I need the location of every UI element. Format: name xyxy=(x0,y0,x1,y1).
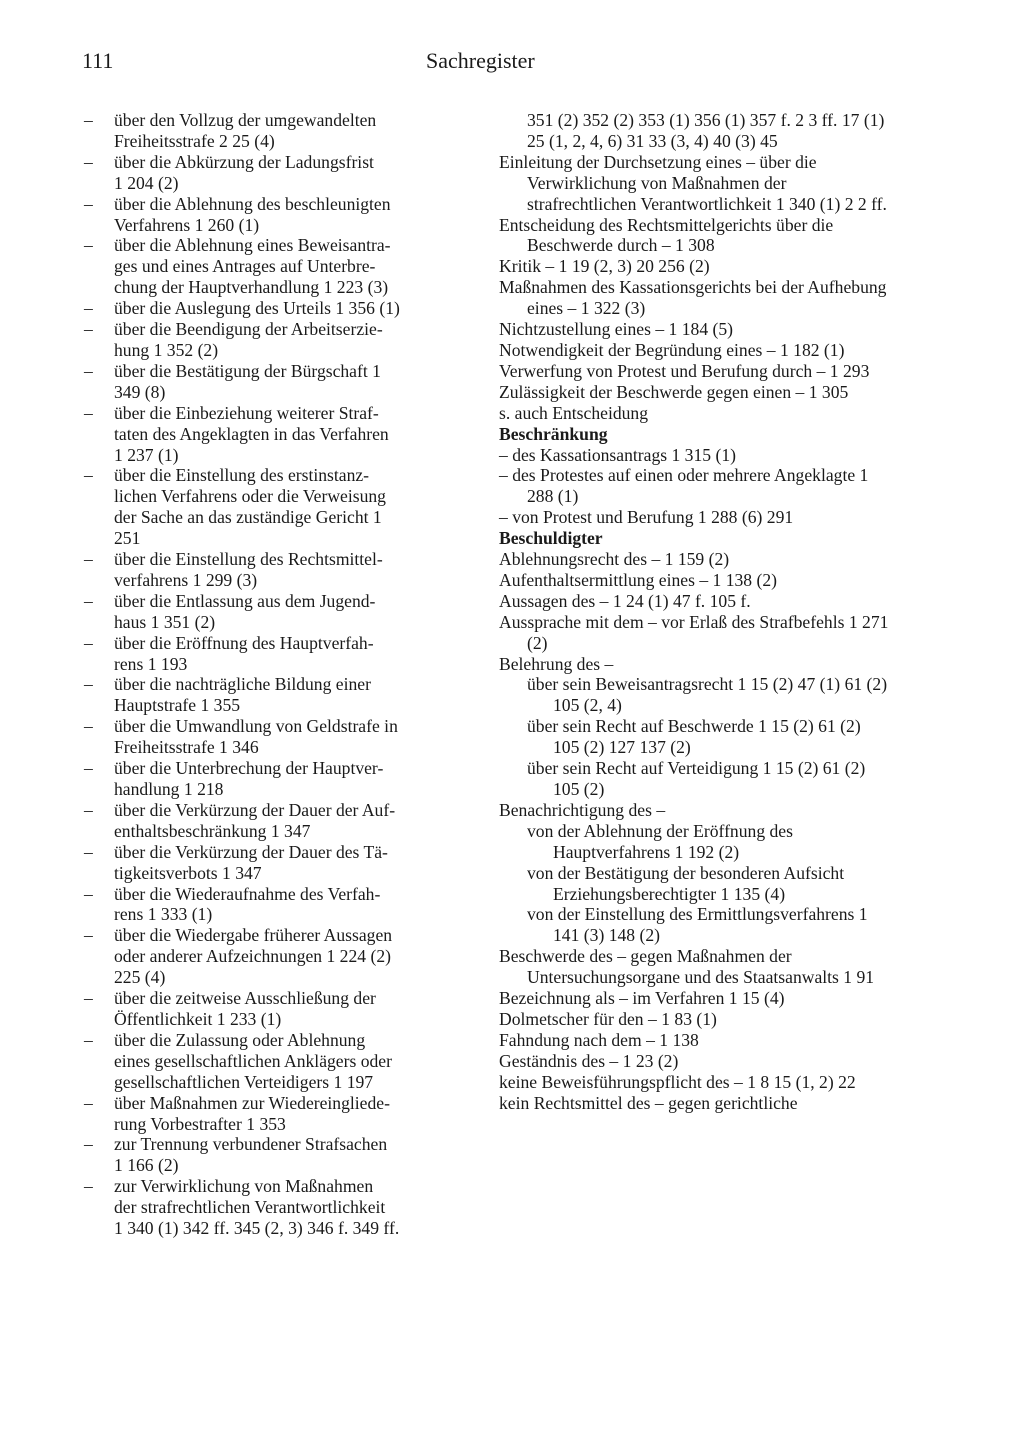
entry-line: lichen Verfahrens oder die Verweisung xyxy=(114,486,386,507)
index-subentry: Aussprache mit dem – vor Erlaß des Strafbefehls 1 271 (2) xyxy=(499,611,889,653)
index-subentry: Dolmetscher für den – 1 83 (1) xyxy=(499,1008,717,1029)
entry-line: über die nachträgliche Bildung einer xyxy=(114,674,371,695)
index-subentry xyxy=(84,298,474,319)
entry-line: über die Verkürzung der Dauer der Auf- xyxy=(114,799,396,820)
index-subentry: Verwerfung von Protest und Berufung durch – 1 293 xyxy=(499,360,870,381)
entry-dash: – xyxy=(84,549,93,570)
entry-dash: – xyxy=(84,1134,93,1155)
entry-line: 251 xyxy=(114,528,141,549)
entry-line: über die Abkürzung der Ladungsfrist xyxy=(114,151,374,172)
index-subentry xyxy=(84,591,474,633)
entry-dash: – xyxy=(84,988,93,1009)
entry-dash: – xyxy=(84,632,93,653)
index-subentry xyxy=(84,319,474,361)
entry-dash: – xyxy=(84,1092,93,1113)
entry-dash: – xyxy=(84,110,93,130)
index-subentry: s. auch Entscheidung xyxy=(499,402,649,423)
index-subentry: 351 (2) 352 (2) 353 (1) 356 (1) 357 f. 2 3 ff. 17 (1) 25 (1, 2, 4, 6) 31 33 (3, 4) 40 (3) 45 xyxy=(527,110,885,151)
entry-line: haus 1 351 (2) xyxy=(114,611,216,632)
index-subentry: Aussagen des – 1 24 (1) 47 f. 105 f. xyxy=(499,590,751,611)
index-subentry xyxy=(84,1030,474,1093)
entry-dash: – xyxy=(84,716,93,737)
entry-line: zur Verwirklichung von Maßnahmen xyxy=(114,1176,374,1197)
index-subentry: Entscheidung des Rechtsmittelgerichts über die Beschwerde durch – 1 308 xyxy=(499,214,834,256)
index-subentry xyxy=(84,110,474,152)
entry-dash: – xyxy=(84,883,93,904)
index-subentry xyxy=(84,1134,474,1176)
entry-dash: – xyxy=(84,590,93,611)
entry-line: über Maßnahmen zur Wiedereingliede- xyxy=(114,1092,390,1113)
entry-dash: – xyxy=(84,465,93,486)
entry-line: hung 1 352 (2) xyxy=(114,339,219,360)
entry-line: über die Eröffnung des Hauptverfah- xyxy=(114,632,374,653)
entry-line: taten des Angeklagten in das Verfahren xyxy=(114,423,389,444)
entry-line: über die Beendigung der Arbeitserzie- xyxy=(114,319,383,340)
entry-dash: – xyxy=(84,151,93,172)
index-subentry: Benachrichtigung des – xyxy=(499,799,666,820)
index-subentry: Zulässigkeit der Beschwerde gegen einen – 1 305 xyxy=(499,381,849,402)
entry-line: der strafrechtlichen Verantwortlichkeit xyxy=(114,1197,386,1218)
index-subentry: Aufenthaltsermittlung eines – 1 138 (2) xyxy=(499,569,778,590)
entry-line: über die Einstellung des Rechtsmittel- xyxy=(114,549,383,570)
index-subentry: Kritik – 1 19 (2, 3) 20 256 (2) xyxy=(499,256,710,277)
entry-dash: – xyxy=(84,235,93,256)
entry-dash: – xyxy=(84,298,93,319)
entry-dash: – xyxy=(84,319,93,340)
index-subentry xyxy=(84,1176,474,1239)
index-subentry xyxy=(84,884,474,926)
index-subentry xyxy=(84,1093,474,1135)
index-subentry: Ablehnungsrecht des – 1 159 (2) xyxy=(499,549,730,570)
index-subentry: Notwendigkeit der Begründung eines – 1 182 (1) xyxy=(499,339,845,360)
index-subsubentry: über sein Recht auf Beschwerde 1 15 (2) 61 (2) 105 (2) 127 137 (2) xyxy=(527,716,861,758)
page-header xyxy=(82,48,890,78)
index-subentry: Fahndung nach dem – 1 138 xyxy=(499,1029,699,1050)
running-title: Sachregister xyxy=(426,48,535,73)
entry-line: über die Umwandlung von Geldstrafe in xyxy=(114,716,398,737)
entry-line: 1 237 (1) xyxy=(114,444,179,465)
index-subsubentry: über sein Recht auf Verteidigung 1 15 (2) 61 (2) 105 (2) xyxy=(527,758,866,799)
index-subsubentry: von der Ablehnung der Eröffnung des Hauptverfahrens 1 192 (2) xyxy=(527,820,793,862)
entry-line: über die Verkürzung der Dauer des Tä- xyxy=(114,841,388,862)
entry-line: über die Wiederaufnahme des Verfah- xyxy=(114,883,381,904)
entry-dash: – xyxy=(84,925,93,946)
index-subentry: Nichtzustellung eines – 1 184 (5) xyxy=(499,319,734,340)
entry-line: über die Wiedergabe früherer Aussagen xyxy=(114,925,393,946)
entry-line: 1 340 (1) 342 ff. 345 (2, 3) 346 f. 349 ff. xyxy=(114,1218,400,1239)
index-subentry xyxy=(84,842,474,884)
index-subentry xyxy=(84,152,474,194)
index-subentry xyxy=(84,925,474,988)
entry-line: chung der Hauptverhandlung 1 223 (3) xyxy=(114,277,389,298)
entry-dash: – xyxy=(84,193,93,214)
index-subentry xyxy=(84,549,474,591)
index-subentry: Beschwerde des – gegen Maßnahmen der Untersuchungsorgane und des Staatsanwalts 1 91 xyxy=(499,946,875,988)
entry-dash: – xyxy=(84,1176,93,1197)
index-subentry xyxy=(84,361,474,403)
entry-line: über die Ablehnung des beschleunigten xyxy=(114,193,391,214)
entry-line: Öffentlichkeit 1 233 (1) xyxy=(114,1008,282,1029)
index-subentry xyxy=(84,194,474,236)
entry-dash: – xyxy=(84,799,93,820)
entry-line: Freiheitsstrafe 1 346 xyxy=(114,737,259,758)
entry-line: ges und eines Antrages auf Unterbre- xyxy=(114,256,376,277)
index-subentry: keine Beweisführungspflicht des – 1 8 15 (1, 2) 22 xyxy=(499,1071,856,1092)
entry-line: Freiheitsstrafe 2 25 (4) xyxy=(114,130,275,151)
index-subentry: – des Kassationsantrags 1 315 (1) xyxy=(499,444,736,465)
entry-line: über die zeitweise Ausschließung der xyxy=(114,988,376,1009)
entry-line: über die Auslegung des Urteils 1 356 (1) xyxy=(114,298,400,319)
entry-dash: – xyxy=(84,758,93,779)
entry-line: tigkeitsverbots 1 347 xyxy=(114,862,262,883)
entry-dash: – xyxy=(84,1029,93,1050)
entry-line: eines gesellschaftlichen Anklägers oder xyxy=(114,1050,392,1071)
entry-dash: – xyxy=(84,841,93,862)
entry-line: 1 204 (2) xyxy=(114,172,179,193)
entry-dash: – xyxy=(84,360,93,381)
entry-line: rens 1 333 (1) xyxy=(114,904,213,925)
entry-line: 349 (8) xyxy=(114,381,166,402)
index-subsubentry: von der Einstellung des Ermittlungsverfahrens 1 141 (3) 148 (2) xyxy=(527,904,868,946)
index-subsubentry: über sein Beweisantragsrecht 1 15 (2) 47 (1) 61 (2) 105 (2, 4) xyxy=(527,674,888,716)
entry-line: der Sache an das zuständige Gericht 1 xyxy=(114,507,382,528)
index-subentry: Geständnis des – 1 23 (2) xyxy=(499,1050,679,1071)
index-subentry xyxy=(84,235,474,298)
index-heading: Beschränkung xyxy=(499,423,608,444)
entry-line: über den Vollzug der umgewandelten xyxy=(114,110,377,130)
entry-line: über die Entlassung aus dem Jugend- xyxy=(114,590,376,611)
index-subentry xyxy=(84,716,474,758)
index-heading: Beschuldigter xyxy=(499,528,603,549)
entry-line: 1 166 (2) xyxy=(114,1155,179,1176)
entry-line: über die Einbeziehung weiterer Straf- xyxy=(114,402,379,423)
entry-line: zur Trennung verbundener Strafsachen xyxy=(114,1134,388,1155)
index-subentry: – von Protest und Berufung 1 288 (6) 291 xyxy=(499,507,794,528)
index-subentry xyxy=(84,800,474,842)
entry-line: gesellschaftlichen Verteidigers 1 197 xyxy=(114,1071,374,1092)
right-column xyxy=(499,110,891,1114)
entry-line: rung Vorbestrafter 1 353 xyxy=(114,1113,286,1134)
page-number: 111 xyxy=(82,48,114,73)
left-column xyxy=(84,110,474,1239)
entry-dash: – xyxy=(84,674,93,695)
index-subentry: Maßnahmen des Kassationsgerichts bei der Aufhebung eines – 1 322 (3) xyxy=(499,277,887,319)
entry-line: über die Ablehnung eines Beweisantra- xyxy=(114,235,391,256)
entry-line: handlung 1 218 xyxy=(114,779,224,799)
entry-line: verfahrens 1 299 (3) xyxy=(114,569,258,590)
index-subentry xyxy=(84,674,474,716)
entry-line: Hauptstrafe 1 355 xyxy=(114,695,241,716)
entry-line: enthaltsbeschränkung 1 347 xyxy=(114,820,311,841)
index-subentry: Belehrung des – xyxy=(499,653,614,674)
index-subentry: Bezeichnung als – im Verfahren 1 15 (4) xyxy=(499,988,785,1009)
entry-line: Verfahrens 1 260 (1) xyxy=(114,214,260,235)
index-subsubentry: von der Bestätigung der besonderen Aufsicht Erziehungsberechtigter 1 135 (4) xyxy=(527,862,845,904)
entry-dash: – xyxy=(84,402,93,423)
entry-line: rens 1 193 xyxy=(114,653,188,674)
index-subentry: Einleitung der Durchsetzung eines – über die Verwirklichung von Maßnahmen der strafrechtlichen Verantwortlichkeit 1 340 (1) 2 2 ff. xyxy=(499,151,887,214)
entry-line: oder anderer Aufzeichnungen 1 224 (2) xyxy=(114,946,391,967)
index-subentry xyxy=(84,465,474,549)
entry-line: über die Bestätigung der Bürgschaft 1 xyxy=(114,360,381,381)
entry-line: über die Zulassung oder Ablehnung xyxy=(114,1029,366,1050)
index-subentry: kein Rechtsmittel des – gegen gerichtliche xyxy=(499,1092,798,1113)
entry-line: über die Unterbrechung der Hauptver- xyxy=(114,758,384,779)
index-subentry xyxy=(84,403,474,466)
index-subentry: – des Protestes auf einen oder mehrere Angeklagte 1 288 (1) xyxy=(499,465,869,507)
index-subentry xyxy=(84,988,474,1030)
entry-line: über die Einstellung des erstinstanz- xyxy=(114,465,370,486)
index-subentry xyxy=(84,633,474,675)
index-subentry xyxy=(84,758,474,800)
entry-line: 225 (4) xyxy=(114,967,166,988)
